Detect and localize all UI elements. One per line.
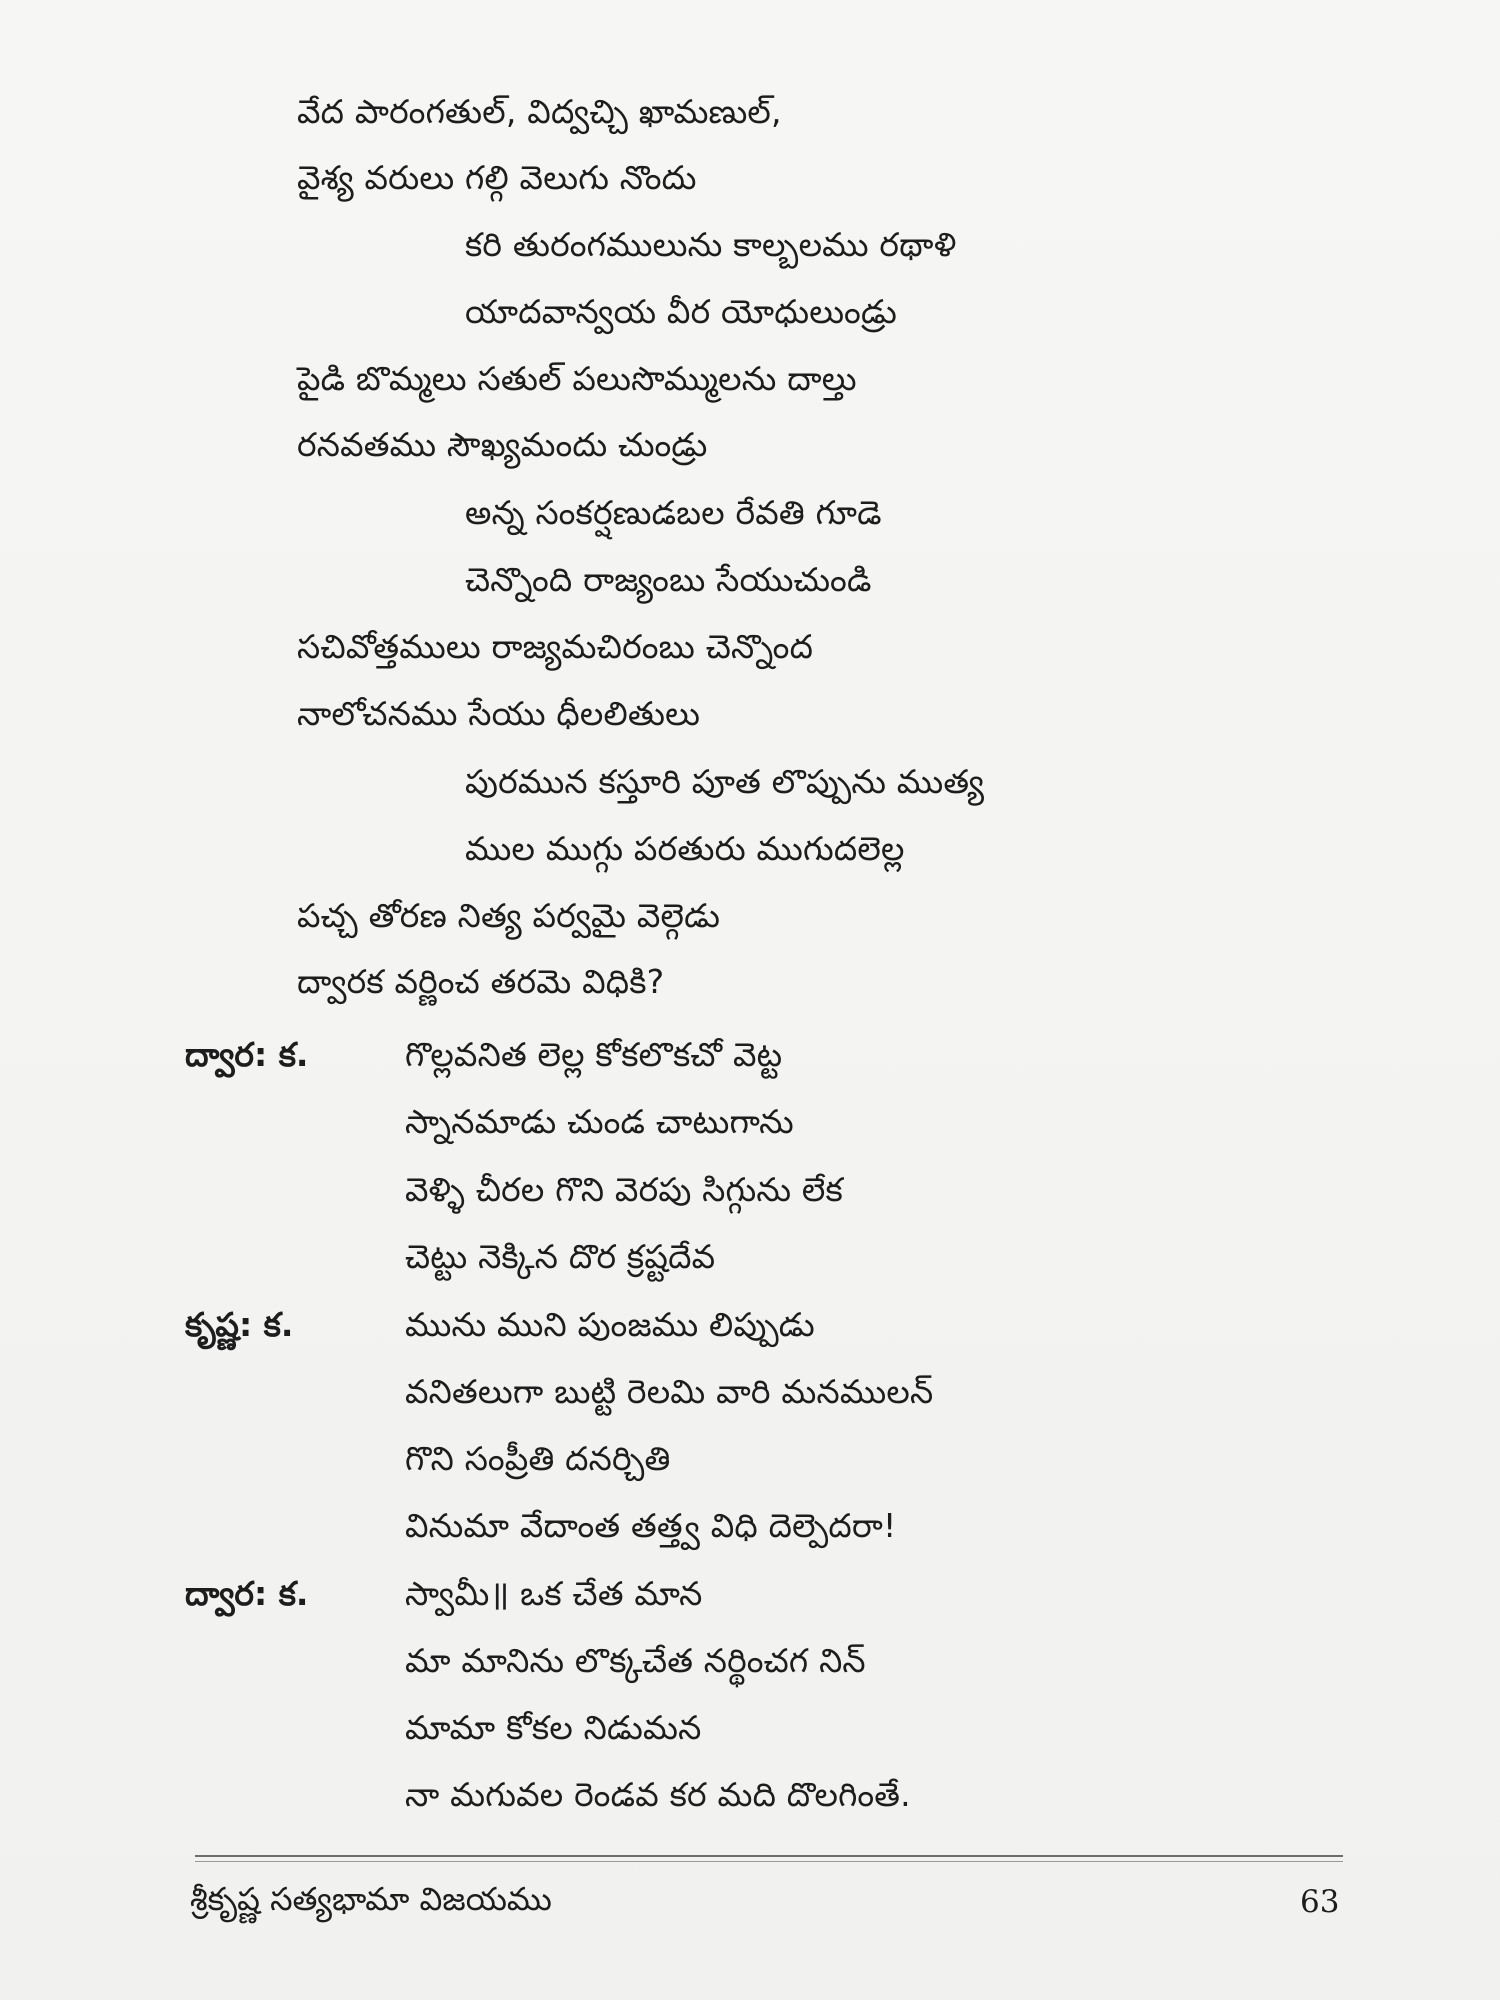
verse-line: పైడి బొమ్మలు సతుల్ పలుసొమ్ములను దాల్తు: [297, 359, 857, 398]
verse-line: సచివోత్తములు రాజ్యమచిరంబు చెన్నొంద: [297, 627, 814, 666]
verse-line: అన్న సంకర్షణుడబల రేవతి గూడె: [465, 493, 882, 532]
page-number: 63: [1300, 1884, 1340, 1920]
dialogue-line: మును ముని పుంజము లిప్పుడు: [405, 1305, 815, 1344]
verse-line: యాదవాన్వయ వీర యోధులుండ్రు: [465, 292, 897, 331]
dialogue-line: మామా కోకల నిడుమన: [405, 1708, 702, 1747]
dialogue-line: వనితలుగా బుట్టి రెలమి వారి మనములన్: [405, 1372, 934, 1411]
verse-line: ముల ముగ్గు పరతురు ముగుదలెల్ల: [465, 829, 905, 868]
verse-line: రనవతము సౌఖ్యమందు చుండ్రు: [297, 425, 708, 464]
dialogue-line: వినుమా వేదాంత తత్త్వ విధి దెల్పెదరా!: [405, 1506, 897, 1545]
dialogue-line: వెళ్ళి చీరల గొని వెరపు సిగ్గును లేక: [405, 1170, 843, 1209]
footer-rule-secondary: [195, 1861, 1343, 1862]
speaker-label: ద్వార: క.: [185, 1035, 309, 1074]
dialogue-line: మా మానిను లొక్కచేత నర్థించగ నిన్: [405, 1641, 866, 1680]
verse-line: నాలోచనము సేయు ధీలలితులు: [297, 694, 701, 733]
dialogue-line: చెట్టు నెక్కిన దొర క్రష్టదేవ: [405, 1237, 716, 1276]
dialogue-line: స్నానమాడు చుండ చాటుగాను: [405, 1102, 794, 1141]
verse-line: కరి తురంగములును కాల్బలము రథాళి: [465, 225, 957, 264]
dialogue-line: నా మగువల రెండవ కర మది దొలగింతే.: [405, 1775, 911, 1814]
verse-line: వైశ్య వరులు గల్గి వెలుగు నొందు: [297, 158, 697, 197]
dialogue-line: గొల్లవనిత లెల్ల కోకలొకచో వెట్ట: [405, 1035, 783, 1074]
dialogue-line: స్వామీ॥ ఒక చేత మాన: [405, 1574, 703, 1613]
speaker-label: ద్వార: క.: [185, 1574, 309, 1613]
verse-line: పచ్చ తోరణ నిత్య పర్వమై వెల్గెడు: [297, 896, 721, 935]
verse-line: వేద పారంగతుల్, విద్వచ్చి ఖామణుల్,: [297, 92, 782, 131]
footer-rule: [195, 1855, 1343, 1857]
verse-line: పురమున కస్తూరి పూత లొప్పును ముత్య: [465, 762, 985, 801]
dialogue-line: గొని సంప్రీతి దనర్చితి: [405, 1439, 671, 1478]
footer-book-title: శ్రీకృష్ణ సత్యభామా విజయము: [190, 1880, 552, 1918]
verse-line: ద్వారక వర్ణించ తరమె విధికి?: [297, 962, 665, 1001]
verse-line: చెన్నొంది రాజ్యంబు సేయుచుండి: [465, 560, 872, 599]
speaker-label: కృష్ణ: క.: [185, 1305, 294, 1344]
